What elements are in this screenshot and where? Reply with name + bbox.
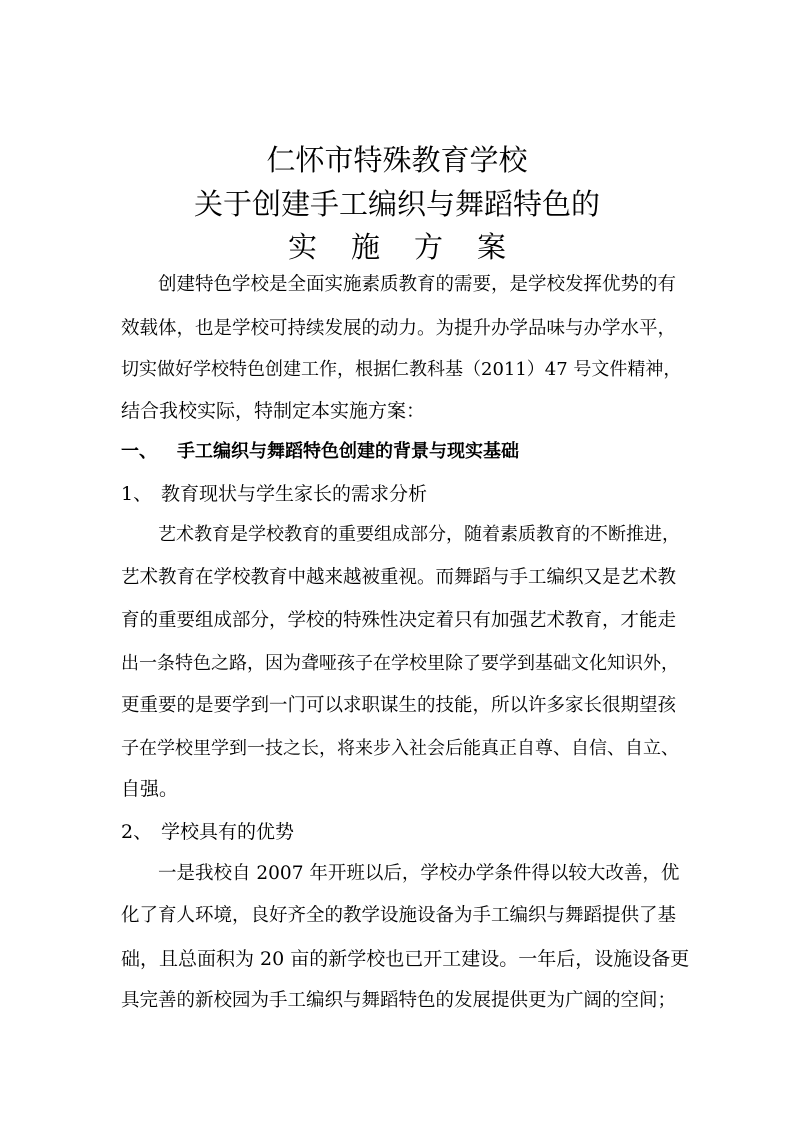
paragraph-1-line-5: 更重要的是要学到一门可以求职谋生的技能，所以许多家长很期望孩: [121, 695, 677, 716]
document-title-line-2: 关于创建手工编织与舞蹈特色的: [193, 187, 600, 221]
subsection-heading-text: 学校具有的优势: [161, 821, 295, 843]
document-title-line-3: 实施方案: [287, 230, 540, 264]
paragraph-1-line-3: 育的重要组成部分，学校的特殊性决定着只有加强艺术教育，才能走: [121, 610, 677, 631]
paragraph-1-line-7: 自强。: [121, 778, 179, 800]
paragraph-2-line-4: 具完善的新校园为手工编织与舞蹈特色的发展提供更为广阔的空间；: [121, 990, 677, 1011]
document-title-line-1: 仁怀市特殊教育学校: [266, 143, 528, 177]
paragraph-2-line-1: 一是我校自 2007 年开班以后，学校办学条件得以较大改善，优: [158, 863, 680, 884]
section-heading-text: 手工编织与舞蹈特色创建的背景与现实基础: [177, 441, 519, 462]
paragraph-1-line-4: 出一条特色之路，因为聋哑孩子在学校里除了要学到基础文化知识外，: [121, 653, 679, 674]
intro-line-2: 效载体，也是学校可持续发展的动力。为提升办学品味与办学水平，: [121, 318, 677, 339]
paragraph-2-line-3: 础，且总面积为 20 亩的新学校也已开工建设。一年后，设施设备更: [121, 948, 690, 970]
paragraph-1-line-1: 艺术教育是学校教育的重要组成部分，随着素质教育的不断推进，: [158, 524, 680, 545]
paragraph-2-line-2: 化了育人环境，良好齐全的教学设施设备为手工编织与舞蹈提供了基: [121, 905, 677, 926]
section-heading-1: [121, 439, 519, 465]
paragraph-1-line-6: 子在学校里学到一技之长，将来步入社会后能真正自尊、自信、自立、: [121, 738, 679, 759]
subsection-heading-text: 教育现状与学生家长的需求分析: [161, 483, 428, 505]
section-number: 一、: [121, 441, 157, 462]
subsection-number: 1、: [121, 483, 153, 505]
subsection-heading-1: [121, 481, 427, 507]
intro-line-4: 结合我校实际，特制定本实施方案：: [121, 400, 426, 422]
intro-line-3: 切实做好学校特色创建工作，根据仁教科基（2011）47 号文件精神，: [121, 359, 682, 380]
intro-line-1: 创建特色学校是全面实施素质教育的需要，是学校发挥优势的有: [158, 274, 677, 295]
paragraph-1-line-2: 艺术教育在学校教育中越来越被重视。而舞蹈与手工编织又是艺术教: [121, 567, 677, 588]
subsection-number: 2、: [121, 821, 153, 843]
subsection-heading-2: [121, 819, 294, 845]
